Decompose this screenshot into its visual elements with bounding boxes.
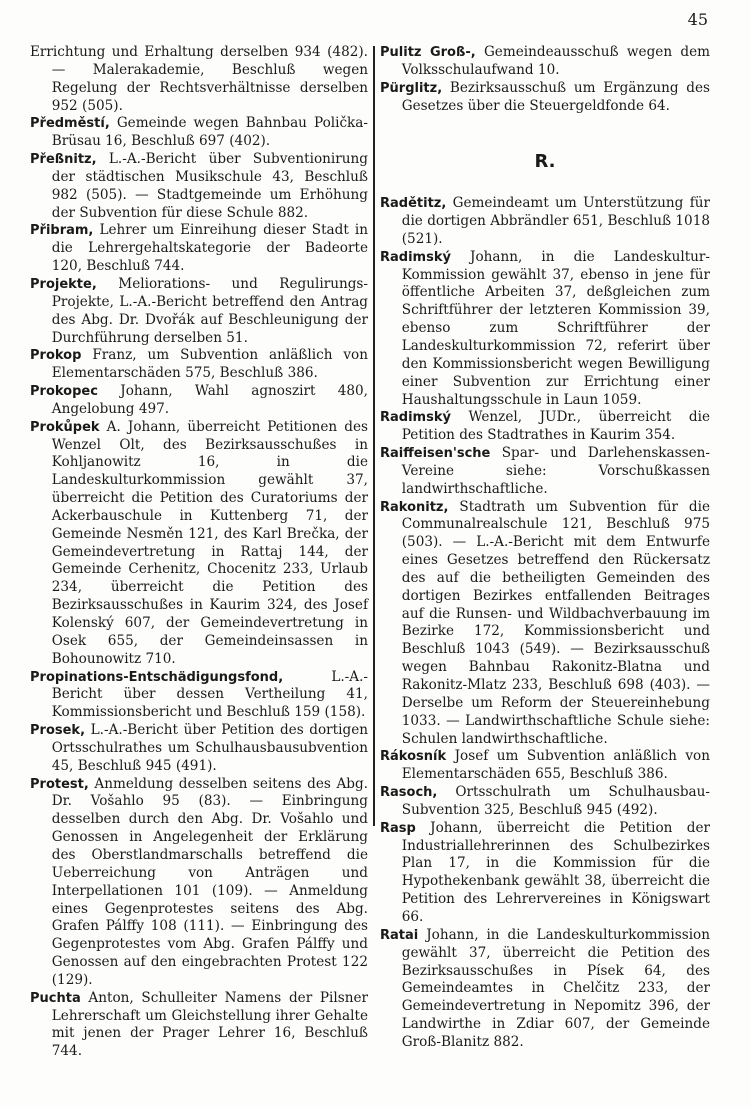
index-entry: [380, 784, 710, 820]
entry-text: L.-A.-Bericht über Subventionirung der städtischen Musikschule 43, Beschluß 982 (505). — Stadtgemeinde um Erhöhung der Subvention für diese Schule 882.: [51, 151, 368, 221]
entry-text: L.-A.-Bericht über dessen Vertheilung 41, Kommissionsbericht und Beschluß 159 (158).: [51, 668, 368, 721]
index-entry: [30, 115, 368, 151]
entry-text: Josef um Subvention anläßlich von Elementarschäden 655, Beschluß 386.: [401, 748, 710, 783]
entry-keyword: Prokopec: [30, 384, 98, 400]
entry-keyword: Rasp: [380, 820, 416, 836]
left-column: [30, 44, 368, 1061]
entry-text: Ortsschulrath um Schulhausbau-Subvention 325, Beschluß 945 (492).: [401, 784, 710, 818]
index-entry: [30, 276, 368, 347]
entry-keyword: Prosek,: [30, 723, 86, 739]
entry-keyword: Přeßnitz,: [30, 152, 97, 168]
index-entry: [30, 383, 368, 419]
index-entry: [30, 151, 368, 222]
entry-keyword: Přibram,: [30, 223, 94, 239]
entry-text: Franz, um Subvention anläßlich von Elementarschäden 575, Beschluß 386.: [51, 347, 368, 382]
index-entry: [30, 222, 368, 276]
index-entry: [30, 347, 368, 383]
entry-text: Gemeinde wegen Bahnbau Polička-Brüsau 16, Beschluß 697 (402).: [51, 115, 368, 150]
index-entry: [380, 409, 710, 445]
entry-keyword: Radimský: [380, 410, 451, 426]
entry-text: Spar- und Darlehenskassen-Vereine siehe: Vorschußkassen landwirthschaftliche.: [401, 445, 710, 497]
entry-text: Wenzel, JUDr., überreicht die Petition des Stadtrathes in Kaurim 354.: [401, 409, 710, 444]
index-entry: [30, 419, 368, 669]
entry-text: Johann, überreicht die Petition der Industriallehrerinnen des Schulbezirkes Plan 17, in die Kommission für die Hypothekenbank gewählt 38, überreicht die Petition des Lehrervereines in Königswart 66.: [401, 819, 710, 925]
index-entry: [30, 44, 368, 115]
entry-keyword: Rasoch,: [380, 785, 438, 801]
entry-keyword: Propinations-Entschädigungsfond,: [30, 669, 284, 685]
entry-text: Meliorations- und Regulirungs-Projekte, L.-A.-Bericht betreffend den Antrag des Abg. Dr. Dvořák auf Beschleunigung der Durchführung derselben 51.: [51, 275, 368, 346]
entry-keyword: Ratai: [380, 927, 419, 943]
entry-text: Bezirksausschuß um Ergänzung des Gesetzes über die Steuergeldfonde 64.: [401, 79, 710, 114]
entry-text: Anmeldung desselben seitens des Abg. Dr. Vošahlo 95 (83). — Einbringung desselben durch den Abg. Dr. Vošahlo und Genossen in Angelegenheit der Erklärung des Oberstlandmarschalls betreffend die Ueberreichung von Anträgen und Interpellationen 101 (109). — Anmeldung eines Gegenprotestes seitens des Abg. Grafen Pálffy 108 (111). — Einbringung des Gegenprotestes vom Abg. Grafen Pálffy und Genossen auf den eingebrachten Protest 122 (129).: [51, 775, 368, 988]
entry-keyword: Projekte,: [30, 276, 97, 292]
index-entry: [380, 44, 710, 80]
entry-text: Anton, Schulleiter Namens der Pilsner Lehrerschaft um Gleichstellung ihrer Gehalte mit jenen der Prager Lehrer 16, Beschluß 744.: [51, 989, 368, 1060]
index-entry: [30, 990, 368, 1061]
index-entry: [380, 249, 710, 410]
index-entry: [30, 722, 368, 776]
entry-keyword: Prokop: [30, 348, 82, 364]
right-column: [380, 44, 710, 1052]
entry-text: Gemeindeamt um Unterstützung für die dortigen Abbrändler 651, Beschluß 1018 (521).: [401, 195, 710, 247]
index-entry: [380, 820, 710, 927]
entry-text: Johann, in die Landeskulturkommission gewählt 37, überreicht die Petition des Bezirksausschußes in Písek 64, des Gemeindeamtes in Chelčitz 233, der Gemeindevertretung in Nepomitz 396, der Landwirthe in Zdiar 607, der Gemeinde Groß-Blanitz 882.: [401, 926, 710, 1050]
entry-keyword: Puchta: [30, 990, 81, 1006]
entry-text: Johann, Wahl agnoszirt 480, Angelobung 497.: [51, 383, 368, 417]
entry-keyword: Protest,: [30, 776, 89, 792]
index-entry: [380, 748, 710, 784]
section-letter: R.: [534, 151, 556, 173]
index-entry: [30, 669, 368, 723]
entry-keyword: Radětitz,: [380, 196, 447, 212]
entry-keyword: Pürglitz,: [380, 80, 443, 96]
entry-text: L.-A.-Bericht über Petition des dortigen Ortsschulrathes um Schulhausbausubvention 45, Beschluß 945 (491).: [51, 722, 368, 774]
entry-keyword: Rákosník: [380, 749, 447, 765]
entry-keyword: Pulitz Groß-,: [380, 45, 476, 60]
column-divider: [373, 46, 375, 826]
entry-keyword: Rakonitz,: [380, 499, 449, 515]
entry-text: A. Johann, überreicht Petitionen des Wenzel Olt, des Bezirksausschußes in Kohljanowitz 16, in die Landeskulturkommission gewählt 37, überreicht die Petition des Curatoriums der Ackerbauschule in Kuttenberg 71, der Gemeinde Nesměn 121, des Karl Brečka, der Gemeindevertretung in Rattaj 144, der Gemeinde Cerhenitz, Chocenitz 233, Urlaub 234, überreicht die Petition des Bezirksausschußes in Kaurim 324, des Josef Kolenský 607, der Gemeindevertretung in Osek 655, der Gemeindeinsassen in Bohounowitz 710.: [51, 418, 368, 667]
index-entry: [30, 776, 368, 990]
entry-text: Lehrer um Einreihung dieser Stadt in die Lehrergehaltskategorie der Badeorte 120, Beschluß 744.: [51, 222, 368, 275]
entry-text: Johann, in die Landeskultur-Kommission gewählt 37, ebenso in jene für öffentliche Arbeiten 37, deßgleichen zum Schriftführer der letzteren Kommission 39, ebenso zum Schriftführer der Landeskulturkommission 72, referirt über den Kommissionsbericht wegen Bewilligung einer Subvention zur Errichtung einer Haushaltungsschule in Laun 1059.: [401, 248, 710, 408]
index-entry: [380, 927, 710, 1052]
entry-keyword: Předměstí,: [30, 116, 110, 132]
entry-text: Errichtung und Erhaltung derselben 934 (482). — Malerakademie, Beschluß wegen Regelung der Rechtsverhältnisse derselben 952 (505).: [30, 44, 368, 114]
index-entry: [380, 80, 710, 116]
page-number: 45: [687, 10, 708, 29]
entry-keyword: Raiffeisen'sche: [380, 446, 491, 462]
entry-keyword: Radimský: [380, 249, 451, 265]
entry-keyword: Prokůpek: [30, 419, 100, 435]
entry-text: Gemeindeausschuß wegen dem Volksschulaufwand 10.: [401, 44, 710, 78]
index-entry: [380, 195, 710, 249]
index-entry: [380, 445, 710, 499]
index-entry: [380, 499, 710, 749]
entry-text: Stadtrath um Subvention für die Communalrealschule 121, Beschluß 975 (503). — L.-A.-Bericht mit dem Entwurfe eines Gesetzes betreffend den Rückersatz des auf die betheiligten Gemeinden des dortigen Bezirkes entfallenden Beitrages auf die Runsen- und Wildbachverbauung im Bezirke 172, Kommissionsbericht und Beschluß 1043 (549). — Bezirksausschuß wegen Bahnbau Rakonitz-Blatna und Rakonitz-Mlatz 233, Beschluß 698 (403). — Derselbe um Reform der Steuereinhebung 1033. — Landwirthschaftliche Schule siehe: Schulen landwirthschaftliche.: [401, 498, 710, 747]
